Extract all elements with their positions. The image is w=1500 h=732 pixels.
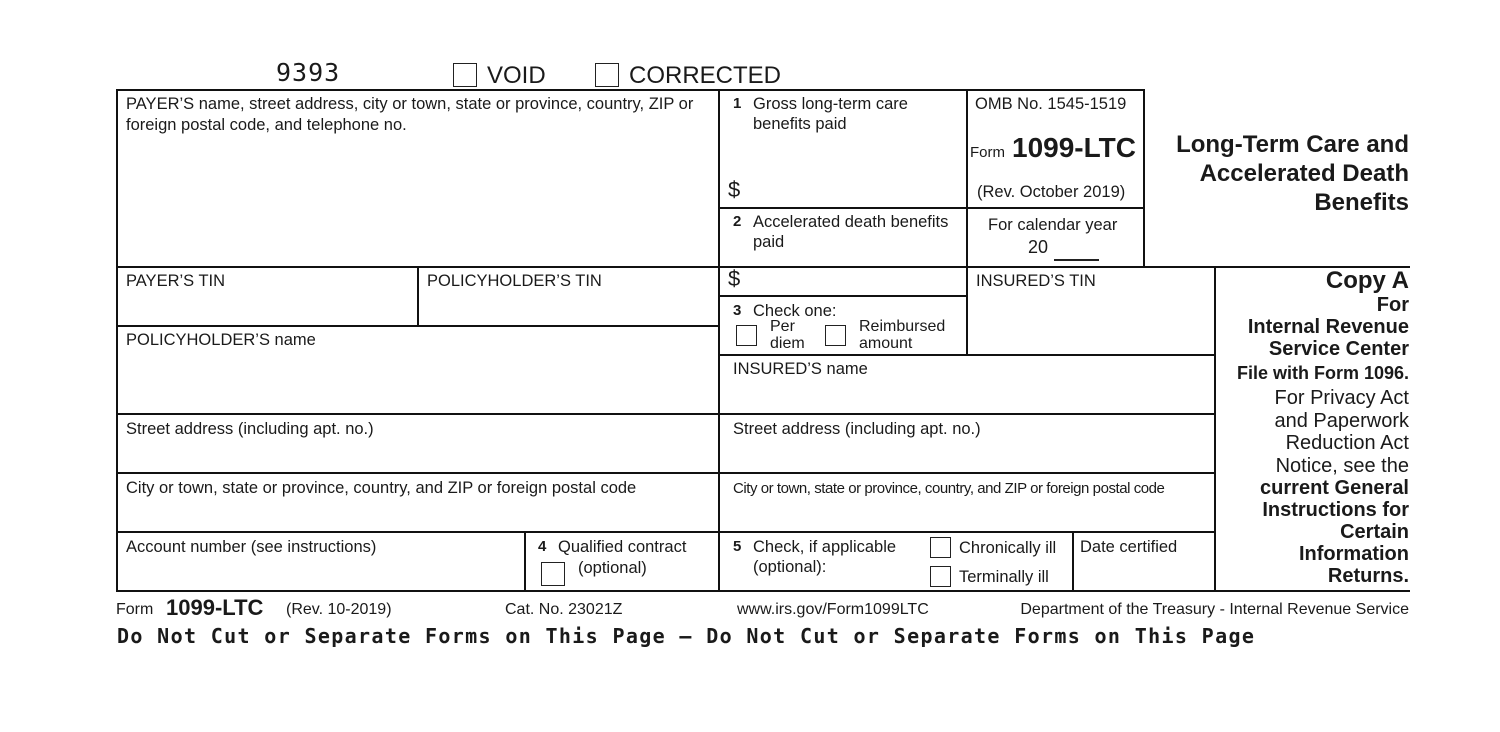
- policyholder-street-field[interactable]: [120, 441, 716, 470]
- box5-number: 5: [733, 538, 742, 555]
- per-diem-checkbox[interactable]: [736, 325, 757, 346]
- policyholder-name-field[interactable]: [120, 352, 716, 410]
- omb-rev: (Rev. October 2019): [977, 183, 1126, 201]
- box3-label: Check one:: [753, 302, 837, 320]
- policyholder-tin-field[interactable]: [422, 293, 715, 323]
- insured-street-field[interactable]: [724, 441, 1210, 470]
- box4-label: Qualified contract: [558, 538, 687, 556]
- box1-amount-field[interactable]: [750, 172, 960, 204]
- privacy-notice-label: For Privacy Act and Paperwork Reduction Act Notice, see the: [1274, 387, 1409, 477]
- box2-number: 2: [733, 213, 742, 230]
- insured-street-label: Street address (including apt. no.): [733, 420, 981, 438]
- qualified-contract-checkbox[interactable]: [541, 562, 565, 586]
- footer-cat-number: Cat. No. 23021Z: [505, 601, 623, 618]
- chronically-ill-checkbox[interactable]: [930, 537, 951, 558]
- date-certified-label: Date certified: [1080, 538, 1178, 556]
- void-label: VOID: [487, 62, 546, 89]
- chronically-ill-label: Chronically ill: [959, 539, 1057, 557]
- footer-department: Department of the Treasury - Internal Revenue Service: [1020, 601, 1409, 618]
- footer-form-name: 1099-LTC: [166, 595, 264, 620]
- box1-currency: $: [728, 177, 741, 202]
- account-number-field[interactable]: [120, 559, 520, 588]
- calendar-year-field[interactable]: [1054, 259, 1099, 261]
- omb-form-word: Form: [970, 144, 1005, 161]
- per-diem-label: Per diem: [770, 318, 805, 352]
- insured-city-field[interactable]: [724, 500, 1210, 529]
- general-instructions-label: current General Instructions for Certain Information Returns.: [1260, 477, 1409, 587]
- file-with-label: File with Form 1096.: [1236, 363, 1409, 383]
- box1-label: Gross long-term care benefits paid: [753, 95, 908, 133]
- insured-tin-field[interactable]: [972, 293, 1210, 351]
- footer-form-word: Form: [116, 601, 154, 618]
- box3-number: 3: [733, 302, 742, 319]
- calendar-year-prefix: 20: [1028, 237, 1049, 257]
- box2-currency: $: [728, 266, 741, 291]
- insured-name-label: INSURED’S name: [733, 360, 868, 378]
- footer-url: www.irs.gov/Form1099LTC: [737, 601, 929, 618]
- reimbursed-amount-label: Reimbursed amount: [859, 318, 946, 352]
- omb-form-name: 1099-LTC: [1012, 132, 1136, 163]
- calendar-year-label: For calendar year: [988, 216, 1118, 234]
- terminally-ill-checkbox[interactable]: [930, 566, 951, 587]
- box5-label: Check, if applicable: [753, 538, 897, 556]
- insured-name-field[interactable]: [724, 380, 1210, 410]
- insured-tin-label: INSURED’S TIN: [976, 272, 1096, 290]
- payer-name-field[interactable]: [120, 140, 716, 264]
- policyholder-street-label: Street address (including apt. no.): [126, 420, 374, 438]
- box4-sub: (optional): [578, 559, 647, 577]
- box4-number: 4: [538, 538, 547, 555]
- reimbursed-amount-checkbox[interactable]: [825, 325, 846, 346]
- corrected-checkbox[interactable]: [595, 63, 619, 87]
- policyholder-city-field[interactable]: [120, 500, 716, 529]
- terminally-ill-label: Terminally ill: [959, 568, 1049, 586]
- footer-rev: (Rev. 10-2019): [286, 601, 392, 618]
- date-certified-field[interactable]: [1078, 559, 1210, 588]
- policyholder-city-label: City or town, state or province, country, and ZIP or foreign postal code: [126, 479, 637, 497]
- void-checkbox[interactable]: [453, 63, 477, 87]
- payer-tin-field[interactable]: [120, 293, 414, 323]
- box5-sub: (optional):: [753, 558, 827, 576]
- omb-number: OMB No. 1545-1519: [975, 95, 1127, 113]
- corrected-label: CORRECTED: [629, 62, 782, 89]
- insured-city-label: City or town, state or province, country, and ZIP or foreign postal code: [733, 480, 1165, 497]
- policyholder-tin-label: POLICYHOLDER’S TIN: [427, 272, 602, 290]
- policyholder-name-label: POLICYHOLDER’S name: [126, 331, 316, 349]
- form-code: 9393: [276, 58, 341, 87]
- payer-tin-label: PAYER’S TIN: [126, 272, 226, 290]
- box1-number: 1: [733, 95, 742, 112]
- irs-center-label: Internal Revenue Service Center: [1247, 316, 1409, 360]
- box2-amount-field[interactable]: [750, 262, 960, 292]
- copy-a-label: Copy A: [1325, 267, 1409, 294]
- payer-name-label: PAYER’S name, street address, city or town, state or province, country, ZIP or foreign postal code, and telephone no.: [126, 95, 694, 134]
- do-not-cut-warning: Do Not Cut or Separate Forms on This Page — Do Not Cut or Separate Forms on This Page: [117, 624, 1256, 648]
- account-number-label: Account number (see instructions): [126, 538, 377, 556]
- copy-for-label: For: [1376, 294, 1409, 316]
- box2-label: Accelerated death benefits paid: [753, 213, 949, 251]
- form-title: Long-Term Care and Accelerated Death Benefits: [1176, 131, 1409, 216]
